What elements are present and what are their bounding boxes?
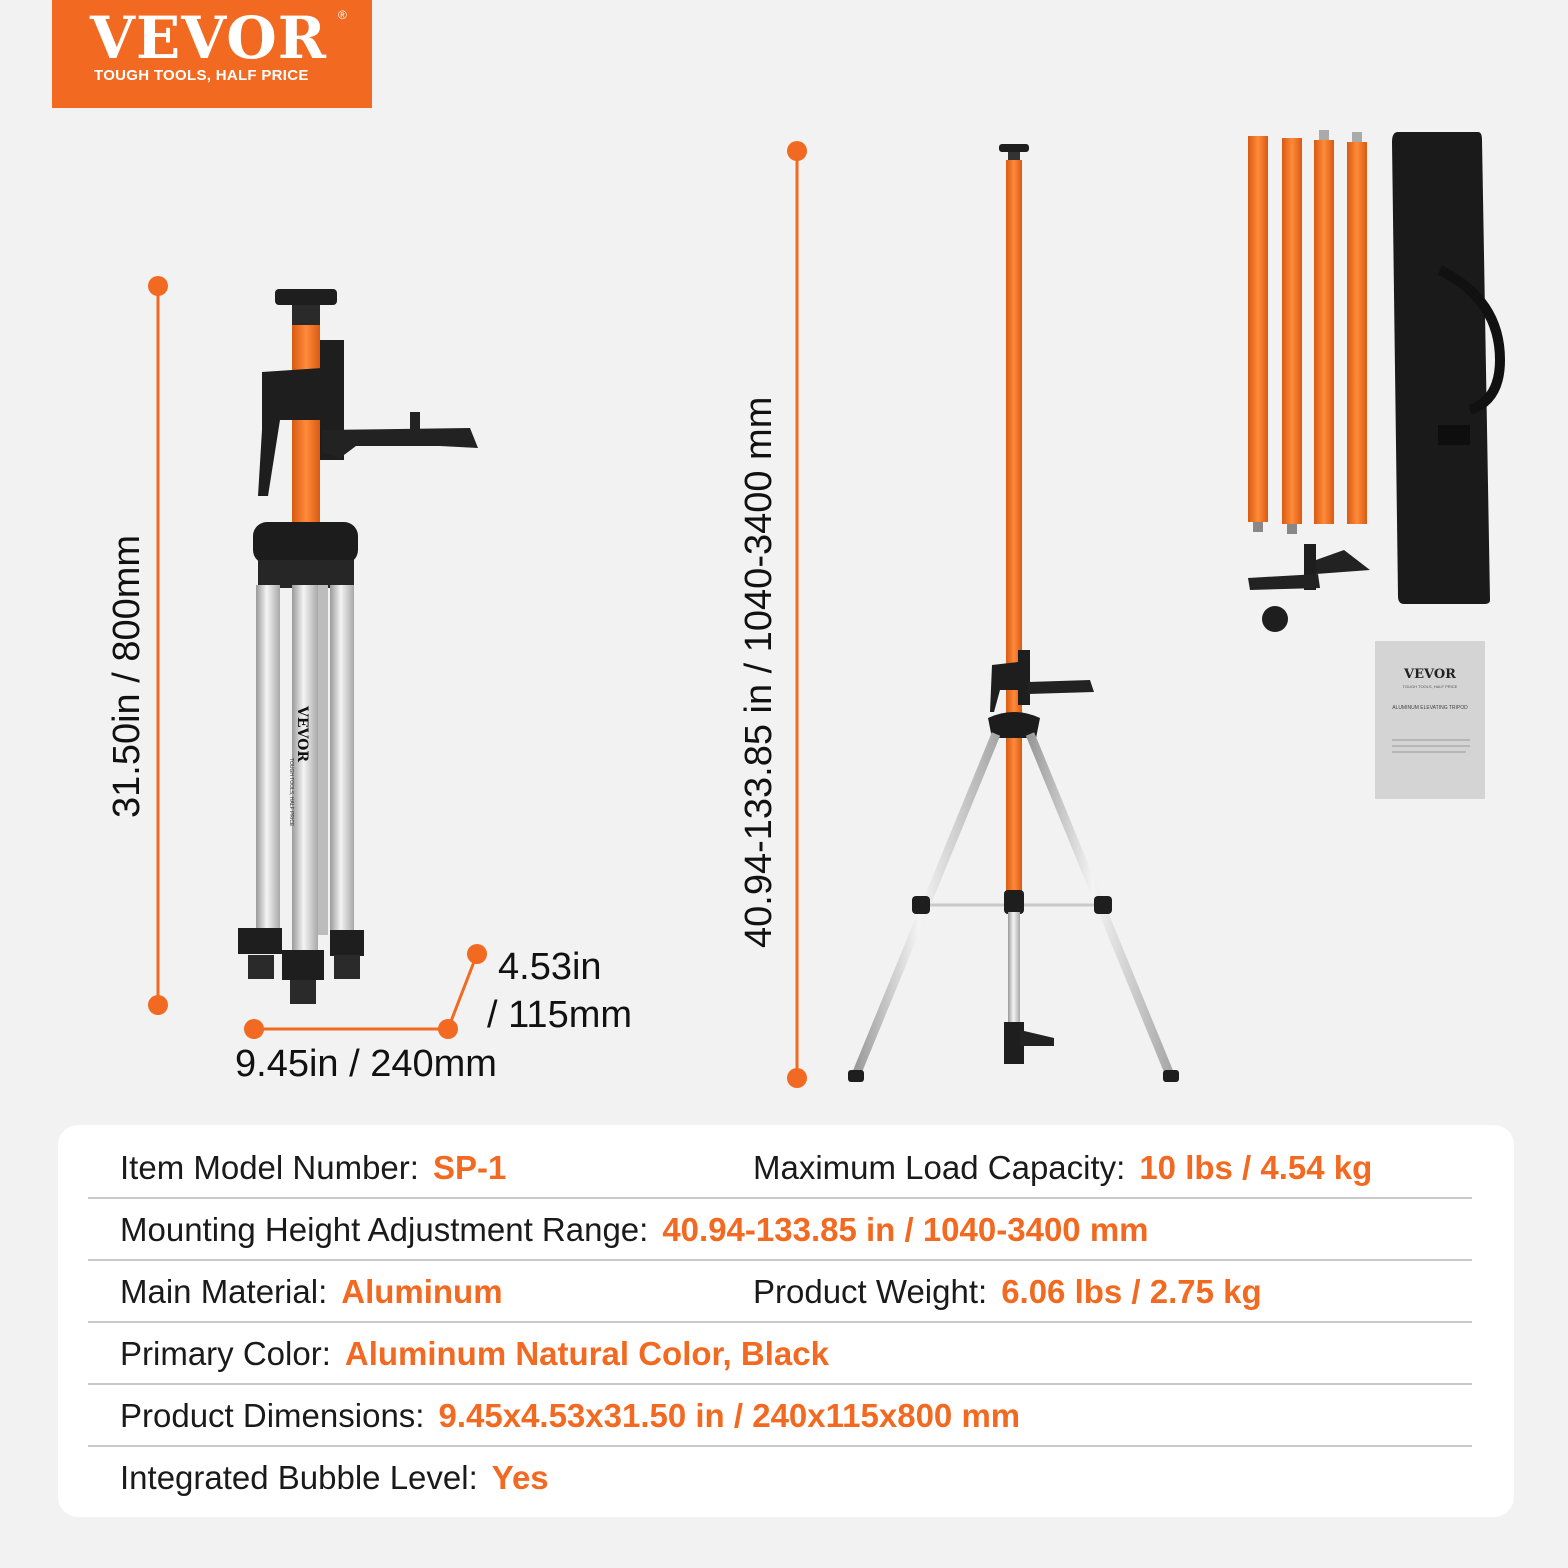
extended-tripod: [848, 144, 1179, 1082]
top-cap-part: [1262, 606, 1288, 632]
manual-tagline: TOUGH TOOLS, HALF PRICE: [1402, 684, 1458, 689]
user-manual: [1375, 641, 1485, 799]
tripod-label-tagline: TOUGH TOOLS, HALF PRICE: [288, 758, 294, 827]
spec-label: Integrated Bubble Level:: [120, 1459, 478, 1496]
collapsed-depth-label-line2: / 115mm: [487, 994, 633, 1036]
tripod-label-brand: VEVOR: [294, 706, 310, 762]
collapsed-tripod: [238, 289, 478, 1004]
brand-tagline: TOUGH TOOLS, HALF PRICE: [94, 67, 309, 84]
spec-value: Aluminum: [341, 1273, 503, 1310]
spec-value: Yes: [491, 1459, 549, 1496]
spec-value: 40.94-133.85 in / 1040-3400 mm: [662, 1211, 1149, 1248]
spec-label: Mounting Height Adjustment Range:: [120, 1211, 649, 1248]
spec-value: 6.06 lbs / 2.75 kg: [1001, 1273, 1262, 1310]
spec-label: Product Dimensions:: [120, 1397, 425, 1434]
spec-row-bubble-level: [88, 1445, 1472, 1507]
extended-height-dimension-line: [787, 141, 807, 1088]
spec-value: 9.45x4.53x31.50 in / 240x115x800 mm: [438, 1397, 1021, 1434]
spec-row-dimensions: [88, 1383, 1472, 1447]
spec-label: Product Weight:: [753, 1273, 988, 1310]
collapsed-width-label: 9.45in / 240mm: [235, 1043, 497, 1085]
spec-label: Main Material:: [120, 1273, 328, 1310]
height-dimension-line: [148, 276, 168, 1015]
spec-value: Aluminum Natural Color, Black: [344, 1335, 829, 1372]
extended-height-label: 40.94-133.85 in / 1040-3400 mm: [738, 396, 780, 948]
carry-bag: [1392, 132, 1500, 604]
spec-value: SP-1: [432, 1149, 507, 1186]
width-dimension-line: [244, 1019, 458, 1039]
spec-label: Maximum Load Capacity:: [753, 1149, 1126, 1186]
spec-row-color: [88, 1321, 1472, 1385]
specifications-table: [58, 1125, 1514, 1517]
manual-title: ALUMINUM ELEVATING TRIPOD: [1392, 705, 1468, 711]
spec-row-material: [88, 1259, 1472, 1323]
spec-row-height-range: [88, 1197, 1472, 1261]
collapsed-height-label: 31.50in / 800mm: [106, 534, 148, 818]
spec-label: Item Model Number:: [120, 1149, 419, 1186]
spec-value: 10 lbs / 4.54 kg: [1139, 1149, 1373, 1186]
collapsed-depth-label-line1: 4.53in: [498, 946, 602, 988]
extension-poles: [1248, 130, 1367, 534]
registered-mark: ®: [338, 8, 347, 22]
depth-dimension-line: [448, 944, 487, 1029]
mounting-bracket: [1248, 544, 1370, 590]
spec-row-model: [88, 1135, 1472, 1199]
brand-name: VEVOR: [90, 4, 327, 72]
spec-label: Primary Color:: [120, 1335, 331, 1372]
manual-brand: VEVOR: [1404, 667, 1456, 682]
